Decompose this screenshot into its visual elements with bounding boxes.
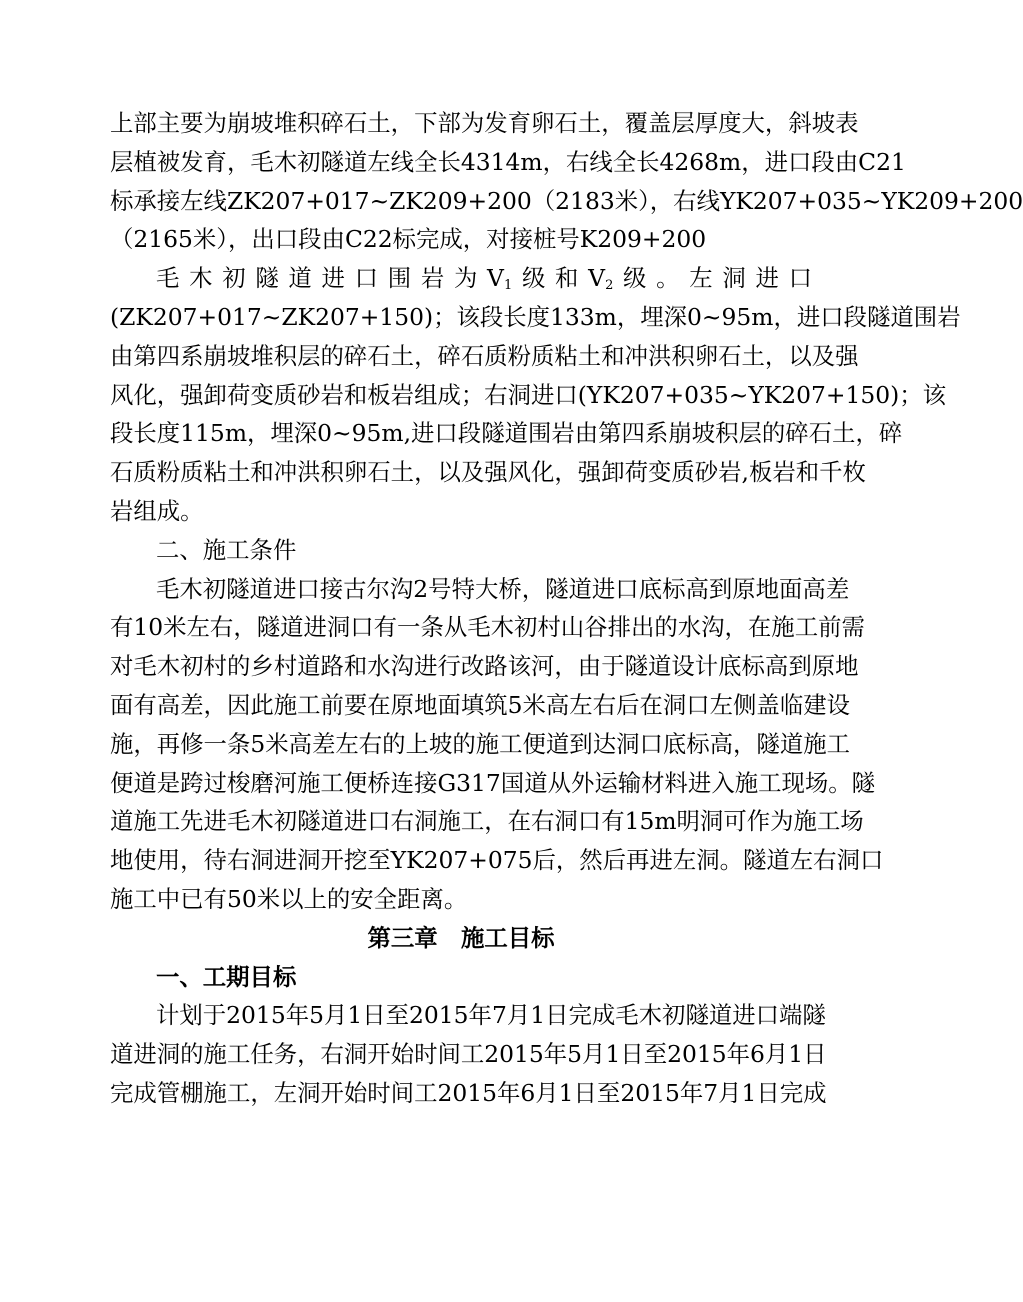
paragraph-line: (ZK207+017~ZK207+150)；该段长度133m，埋深0~95m，进口段隧道围岩	[110, 302, 961, 331]
document-page	[110, 104, 1023, 1113]
paragraph-line: 风化，强卸荷变质砂岩和板岩组成；右洞进口(YK207+035~YK207+150)；该	[110, 380, 947, 409]
paragraph-line: 面有高差，因此施工前要在原地面填筑5米高左右后在洞口左侧盖临建设	[110, 690, 850, 719]
paragraph-line: 道施工先进毛木初隧道进口右洞施工，在右洞口有15m明洞可作为施工场	[110, 807, 864, 836]
paragraph-line: 岩组成。	[110, 496, 204, 525]
paragraph-line: 由第四系崩坡堆积层的碎石土，碎石质粉质粘土和冲洪积卵石土，以及强	[110, 341, 859, 370]
paragraph-line-rock-grade: 毛木初隧道进口围岩为$V_1$级和$V_2$级。左洞进口	[156, 264, 812, 294]
paragraph-line: 便道是跨过梭磨河施工便桥连接G317国道从外运输材料进入施工现场。隧	[110, 768, 876, 797]
paragraph-line: 石质粉质粘土和冲洪积卵石土，以及强风化，强卸荷变质砂岩,板岩和千枚	[110, 458, 866, 487]
paragraph-line: 上部主要为崩坡堆积碎石土，下部为发育卵石土，覆盖层厚度大，斜坡表	[110, 109, 859, 137]
paragraph-line: 有10米左右，隧道进洞口有一条从毛木初村山谷排出的水沟，在施工前需	[110, 613, 865, 642]
section-heading-schedule: 一、工期目标	[156, 962, 297, 991]
paragraph-line: 层植被发育，毛木初隧道左线全长4314m，右线全长4268m，进口段由C21	[110, 147, 906, 176]
paragraph-line: 计划于2015年5月1日至2015年7月1日完成毛木初隧道进口端隧	[156, 1001, 826, 1030]
section-heading-conditions: 二、施工条件	[156, 535, 297, 564]
paragraph-line: 道进洞的施工任务，右洞开始时间工2015年5月1日至2015年6月1日	[110, 1040, 827, 1069]
paragraph-line: 毛木初隧道进口接古尔沟2号特大桥，隧道进口底标高到原地面高差	[156, 574, 850, 603]
chapter-title: 第三章 施工目标	[367, 923, 555, 952]
paragraph-line: 段长度115m，埋深0~95m,进口段隧道围岩由第四系崩坡积层的碎石土，碎	[110, 419, 903, 448]
paragraph-line: 施，再修一条5米高差左右的上坡的施工便道到达洞口底标高，隧道施工	[110, 729, 850, 758]
paragraph-line: 施工中已有50米以上的安全距离。	[110, 884, 468, 913]
paragraph-line: 标承接左线ZK207+017~ZK209+200（2183米），右线YK207+035~YK209+200	[110, 186, 1023, 215]
paragraph-line: 地使用，待右洞进洞开挖至YK207+075后，然后再进左洞。隧道左右洞口	[110, 846, 884, 875]
paragraph-line: 对毛木初村的乡村道路和水沟进行改路该河，由于隧道设计底标高到原地	[110, 652, 859, 681]
paragraph-line: （2165米），出口段由C22标完成，对接桩号K209+200	[110, 225, 707, 254]
paragraph-line: 完成管棚施工，左洞开始时间工2015年6月1日至2015年7月1日完成	[110, 1078, 827, 1107]
